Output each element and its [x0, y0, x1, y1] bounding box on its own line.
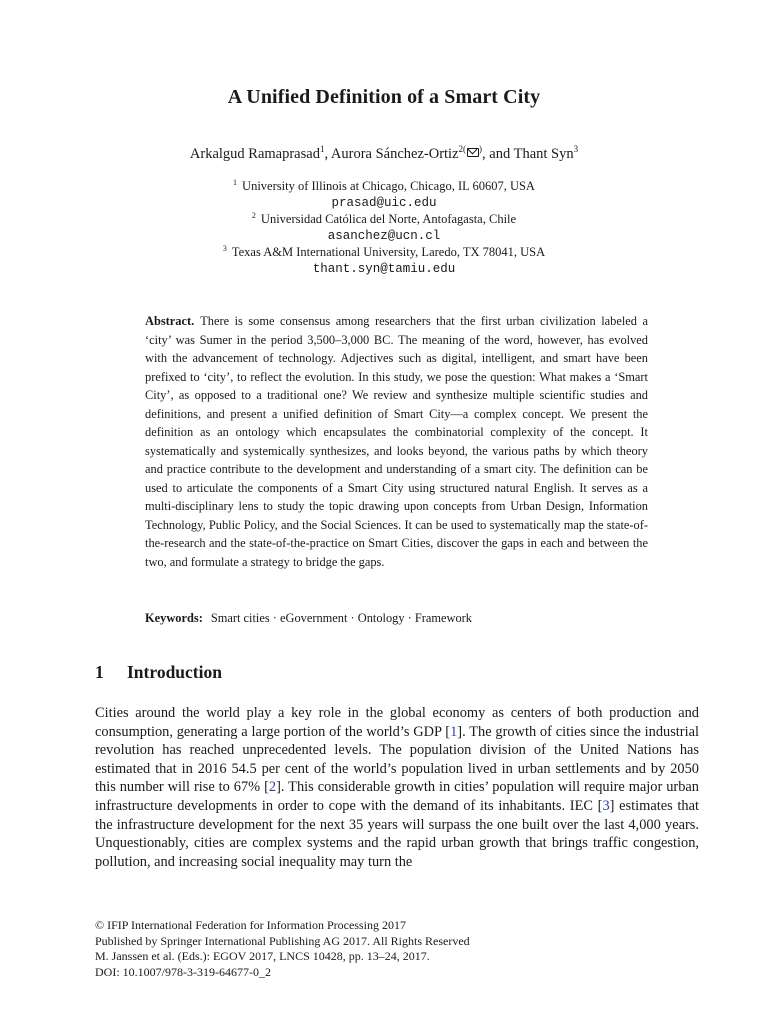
- affiliation-email[interactable]: thant.syn@tamiu.edu: [312, 261, 456, 276]
- affiliation-list: [0, 178, 768, 278]
- affiliation-email[interactable]: asanchez@ucn.cl: [327, 228, 441, 243]
- citation-link[interactable]: 2: [268, 779, 277, 796]
- keywords: [145, 611, 648, 626]
- citation-link[interactable]: 1: [450, 723, 458, 740]
- section-heading: [95, 662, 222, 683]
- footer-line: M. Janssen et al. (Eds.): EGOV 2017, LNCS 10428, pp. 13–24, 2017.: [95, 949, 430, 964]
- affiliation: $^3$ Texas A&M International University, Laredo, TX 78041, USA: [222, 244, 546, 260]
- author-name: Arkalgud Ramaprasad: [189, 146, 320, 162]
- abstract-text: There is some consensus among researchers that the first urban civilization labeled a ‘city’ was Sumer in the period 3,500–3,000 BC. The meaning of the word, however, has evolved with the advancement of technology. Adjectives such as digital, intelligent, and smart have been prefixed to ‘city’, to reflect the evolution. In this study, we pose the question: What makes a ‘Smart City’, as opposed to a traditional one? We review and synthesize multiple scientific studies and definitions, and present a unified definition of Smart City—a complex concept. We present the definition as an ontology which encapsulates the combinatorial complexity of the concept. It systematically and systemically synthesizes, and looks beyond, the various paths by which theory and practice contribute to the development and understanding of a smart city. The definition can be used to articulate the components of a Smart City using structured natural English. It serves as a multi-disciplinary lens to study the topic drawing upon concepts from Urban Design, Information Technology, Public Policy, and the Social Sciences. It can be used to systematically map the state-of-the-research and the state-of-the-practice on Smart Cities, discover the gaps in each and between the two, and formulate a strategy to bridge the gaps.: [145, 314, 648, 569]
- introduction-paragraph: Cities around the world play a key role in the global economy as centers of both production and consumption, generating a large portion of the world’s GDP [1]. The growth of cities since the industrial revolution has reached unprecedented levels. The population division of the United Nations has estimated that in 2016 54.5 per cent of the world’s population lived in urban settlements and by 2050 this number will rise to 67% [2]. This considerable growth in cities’ population will require major urban infrastructure developments in order to cope with the demand of its inhabitants. IEC [3] estimates that the infrastructure development for the next 35 years will surpass the one built over the last 4,000 years. Unquestionably, cities are complex systems and the rapid urban growth that brings traffic congestion, pollution, and increasing social inequality may turn the: [95, 705, 699, 870]
- section-title: Introduction: [127, 662, 222, 682]
- affiliation-email[interactable]: prasad@uic.edu: [331, 195, 437, 210]
- paper-title: A Unified Definition of a Smart City: [227, 86, 541, 108]
- citation-link[interactable]: 3: [602, 797, 610, 814]
- author-affiliation-marker: 2: [458, 144, 464, 154]
- author-affiliation-marker: 3: [573, 144, 579, 154]
- footer-line: Published by Springer International Publishing AG 2017. All Rights Reserved: [95, 933, 470, 948]
- author-name: Thant Syn: [513, 146, 574, 162]
- author-affiliation-marker: 1: [319, 144, 325, 154]
- affiliation: $^1$ University of Illinois at Chicago, Chicago, IL 60607, USA: [233, 178, 535, 193]
- section-number: 1: [95, 662, 104, 682]
- keywords-label: Keywords:: [145, 611, 203, 625]
- footer-line: DOI: 10.1007/978-3-319-64677-0_2: [95, 964, 271, 979]
- abstract: [145, 312, 648, 571]
- footer-line: © IFIP International Federation for Information Processing 2017: [95, 918, 406, 932]
- affiliation: $^2$ Universidad Católica del Norte, Antofagasta, Chile: [251, 211, 517, 227]
- abstract-label: Abstract.: [145, 314, 195, 328]
- author-name: Aurora Sánchez-Ortiz: [330, 146, 459, 162]
- corresponding-author-envelope-icon: [467, 148, 479, 157]
- copyright-footer: [95, 918, 470, 980]
- author-list: Arkalgud Ramaprasad$^1$, Aurora Sánchez-Ortiz$^{2(}$ ), and Thant Syn$^3$: [189, 144, 579, 162]
- keywords-text: Smart cities · eGovernment · Ontology · Framework: [210, 611, 472, 625]
